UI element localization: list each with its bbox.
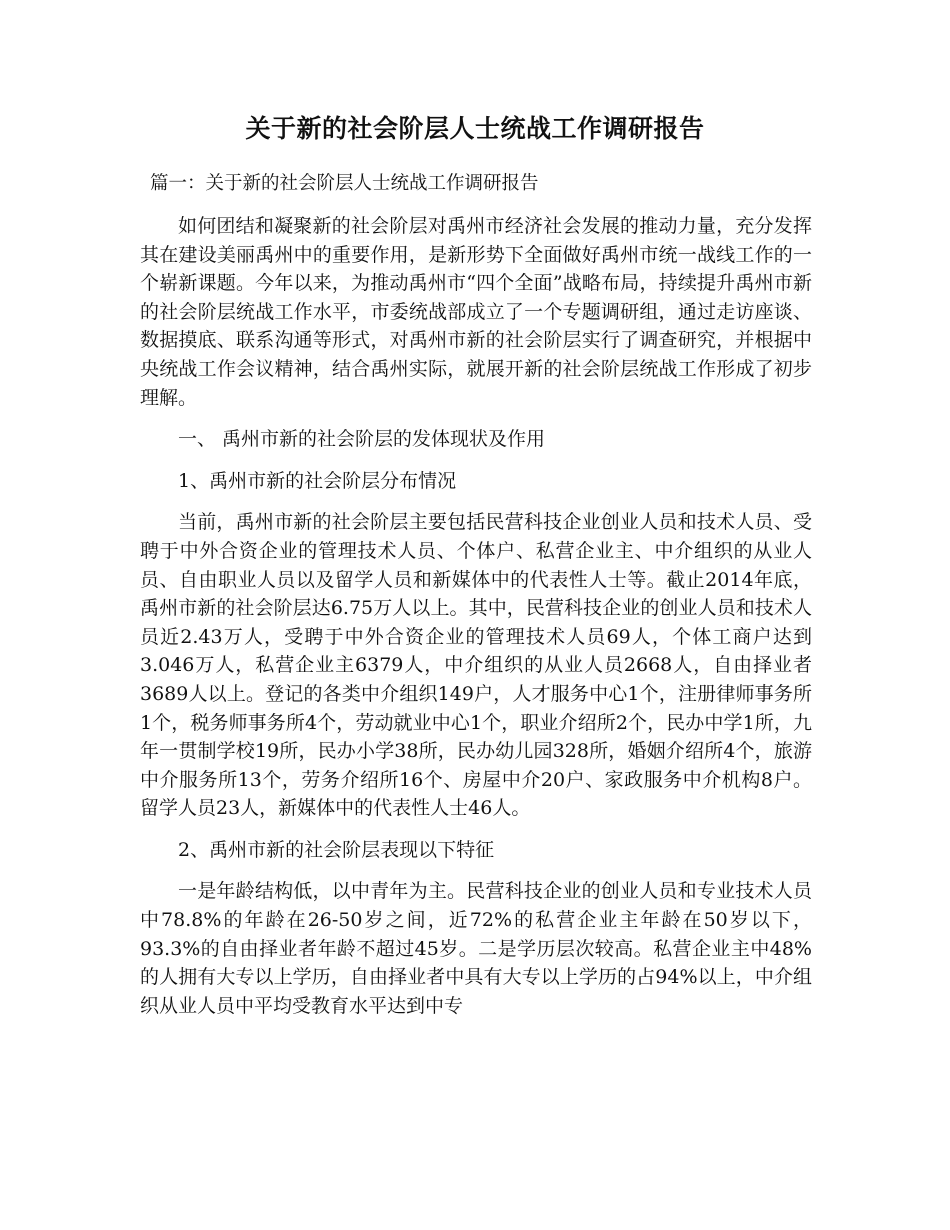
paragraph-intro: 如何团结和凝聚新的社会阶层对禹州市经济社会发展的推动力量，充分发挥其在建设美丽禹州中的重要作用，是新形势下全面做好禹州市统一战线工作的一个崭新课题。今年以来，为推动禹州市“四个全面”战略布局，持续提升禹州市新的社会阶层统战工作水平，市委统战部成立了一个专题调研组，通过走访座谈、数据摸底、联系沟通等形式，对禹州市新的社会阶层实行了调查研究，并根据中央统战工作会议精神，结合禹州实际，就展开新的社会阶层统战工作形成了初步理解。	[140, 215, 812, 409]
document-body	[140, 212, 812, 1033]
document-subtitle: 篇一：关于新的社会阶层人士统战工作调研报告	[150, 173, 539, 194]
section-heading-1: 一、 禹州市新的社会阶层的发体现状及作用	[178, 428, 546, 451]
subsection-heading-1: 1、禹州市新的社会阶层分布情况	[178, 469, 457, 492]
document-title: 关于新的社会阶层人士统战工作调研报告	[245, 114, 705, 143]
paragraph-features: 一是年龄结构低，以中青年为主。民营科技企业的创业人员和专业技术人员中78.8%的年龄在26-50岁之间，近72%的私营企业主年龄在50岁以下，93.3%的自由择业者年龄不超过45岁。二是学历层次较高。私营企业主中48%的人拥有大专以上学历，自由择业者中具有大专以上学历的占94%以上，中介组织从业人员中平均受教育水平达到中专	[140, 880, 812, 1017]
subsection-heading-2: 2、禹州市新的社会阶层表现以下特征	[178, 838, 495, 861]
paragraph-distribution: 当前，禹州市新的社会阶层主要包括民营科技企业创业人员和技术人员、受聘于中外合资企业的管理技术人员、个体户、私营企业主、中介组织的从业人员、自由职业人员以及留学人员和新媒体中的代表性人士等。截止2014年底，禹州市新的社会阶层达6.75万人以上。其中，民营科技企业的创业人员和技术人员近2.43万人，受聘于中外合资企业的管理技术人员69人，个体工商户达到3.046万人，私营企业主6379人，中介组织的从业人员2668人，自由择业者3689人以上。登记的各类中介组织149户，人才服务中心1个，注册律师事务所1个，税务师事务所4个，劳动就业中心1个，职业介绍所2个，民办中学1所，九年一贯制学校19所，民办小学38所，民办幼儿园328所，婚姻介绍所4个，旅游中介服务所13个，劳务介绍所16个、房屋中介20户、家政服务中介机构8户。留学人员23人，新媒体中的代表性人士46人。	[140, 511, 812, 820]
